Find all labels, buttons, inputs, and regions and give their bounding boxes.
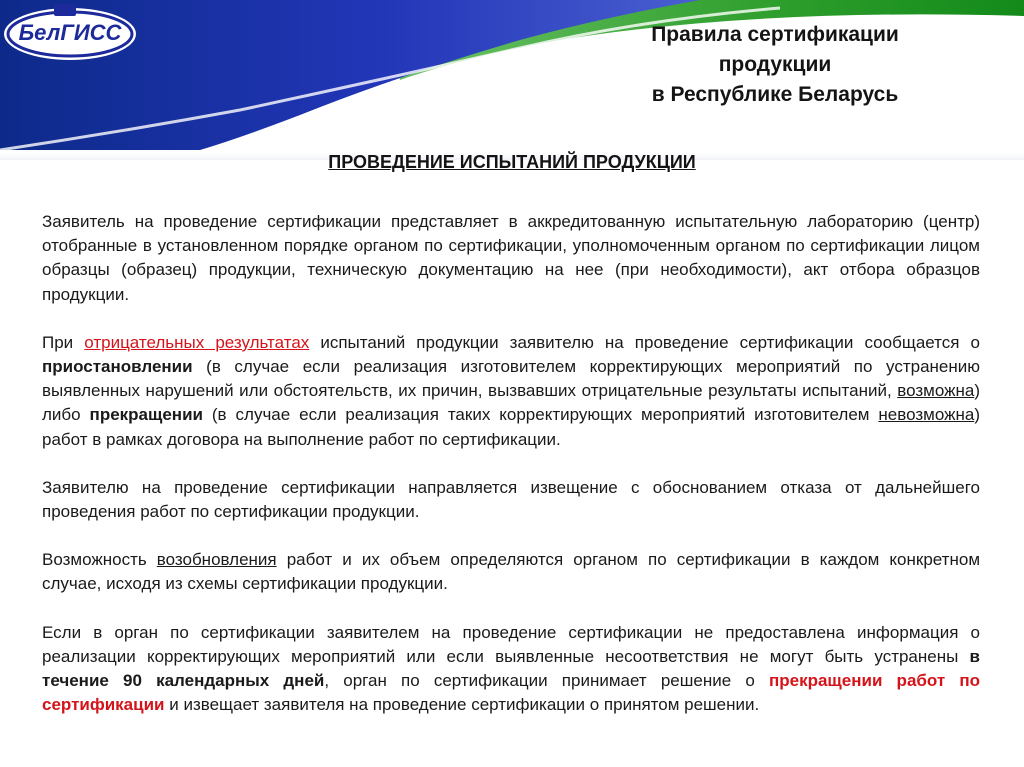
p2-text: ) либо — [42, 381, 980, 425]
p2-text: (в случае если реализация изготовителем корректирующих мероприятий по устранению выявленных нарушений или обстоятельств, их причин, вызвавших отрицательные результаты испытаний, — [42, 357, 980, 401]
p2-text: (в случае если реализация таких корректирующих мероприятий изготовителем — [202, 405, 879, 425]
impossible-emphasis: невозможна — [878, 405, 975, 425]
resumption-emphasis: возобновления — [156, 550, 277, 570]
title-line-2: продукции — [718, 53, 832, 76]
title-line-1: Правила сертификации — [651, 23, 899, 46]
suspension-emphasis: приостановлении — [42, 357, 193, 377]
paragraph-3: Заявителю на проведение сертификации направляется извещение с обоснованием отказа от дальнейшего проведения работ по сертификации продукции. — [42, 477, 980, 522]
slide-header — [0, 0, 1024, 160]
paragraph-4 — [42, 548, 980, 596]
termination-of-work-emphasis: прекращении работ по сертификации — [42, 671, 981, 715]
title-line-3: в Республике Беларусь — [651, 83, 899, 106]
slide-title — [600, 20, 950, 110]
p5-text: и извещает заявителя на проведение сертификации о принятом решении. — [164, 695, 760, 715]
p4-text: работ и их объем определяются органом по сертификации в каждом конкретном случае, исходя из схемы сертификации продукции. — [42, 550, 981, 594]
deadline-emphasis: в течение 90 календарных дней — [42, 646, 980, 691]
section-heading — [0, 152, 1024, 173]
p2-text: ) работ в рамках договора на выполнение работ по сертификации. — [42, 405, 980, 449]
p4-text: Возможность — [42, 550, 157, 570]
p5-text: , орган по сертификации принимает решение о — [324, 671, 769, 691]
belgiss-logo — [0, 0, 140, 64]
p5-text: Если в орган по сертификации заявителем на проведение сертификации не предоставлена информация о реализации корректирующих мероприятий или если выявленные несоответствия не могут быть устранены — [42, 622, 980, 666]
possible-emphasis: возможна — [897, 381, 975, 401]
section-heading-text: ПРОВЕДЕНИЕ ИСПЫТАНИЙ ПРОДУКЦИИ — [328, 152, 696, 172]
paragraph-5 — [42, 621, 980, 718]
logo-text: БелГИСС — [18, 20, 122, 45]
paragraph-2 — [42, 331, 980, 452]
p2-text: При — [42, 332, 85, 352]
body-content — [42, 210, 980, 717]
p2-text: испытаний продукции заявителю на проведение сертификации сообщается о — [309, 332, 980, 352]
negative-results-emphasis: отрицательных результатах — [84, 332, 310, 352]
paragraph-1: Заявитель на проведение сертификации представляет в аккредитованную испытательную лабораторию (центр) отобранные в установленном порядке органом по сертификации, уполномоченным органом по сертификации лицом образцы (образец) продукции, техническую документацию на нее (при необходимости), акт отбора образцов продукции. — [42, 212, 980, 304]
termination-emphasis: прекращении — [89, 405, 203, 425]
